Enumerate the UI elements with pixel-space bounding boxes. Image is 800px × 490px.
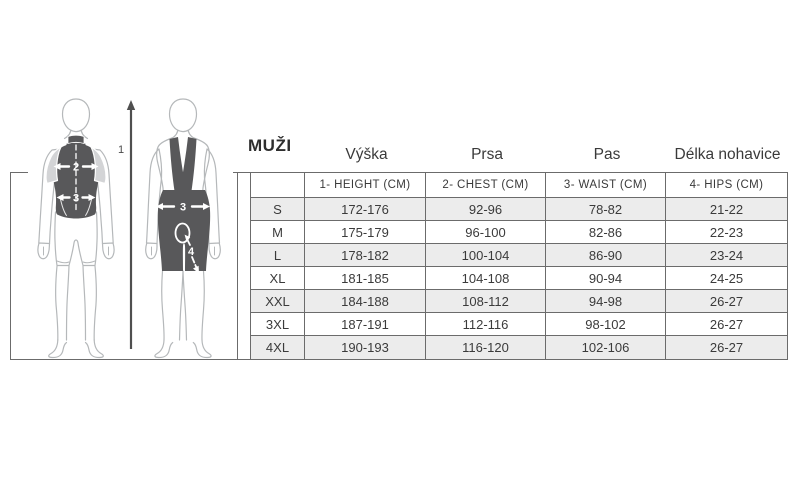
table-cell: 184-188 <box>305 290 426 313</box>
table-cell: 102-106 <box>546 336 666 359</box>
table-cell: 82-86 <box>546 221 666 244</box>
size-label: 4XL <box>251 336 305 359</box>
size-label: XL <box>251 267 305 290</box>
measurement-figures-illustration <box>0 78 250 363</box>
jersey-collar <box>68 135 84 143</box>
table-cell: 92-96 <box>426 198 546 221</box>
table-cell: 78-82 <box>546 198 666 221</box>
jersey-figure <box>38 99 114 358</box>
size-label: L <box>251 244 305 267</box>
table-cell: 23-24 <box>666 244 787 267</box>
table-left-strip <box>238 173 251 359</box>
height-measure-line <box>118 100 135 349</box>
height-marker-label: 1 <box>117 144 125 156</box>
jersey-waist-marker-label: 3 <box>72 192 80 205</box>
table-cell: 21-22 <box>666 198 787 221</box>
table-cell: 94-98 <box>546 290 666 313</box>
table-cell: 172-176 <box>305 198 426 221</box>
table-cell: 26-27 <box>666 336 787 359</box>
table-cell: 181-185 <box>305 267 426 290</box>
table-cell: 98-102 <box>546 313 666 336</box>
head <box>170 99 197 132</box>
measure-header-hips: 4- HIPS (CM) <box>666 173 787 198</box>
table-cell: 86-90 <box>546 244 666 267</box>
bib-waist-marker-label: 3 <box>179 201 187 214</box>
table-cell: 190-193 <box>305 336 426 359</box>
table-cell: 26-27 <box>666 313 787 336</box>
bib-straps <box>170 137 197 193</box>
size-label: 3XL <box>251 313 305 336</box>
measure-header-waist: 3- WAIST (CM) <box>546 173 666 198</box>
table-cell: 104-108 <box>426 267 546 290</box>
bib-shorts-figure <box>146 99 221 358</box>
size-label: M <box>251 221 305 244</box>
table-cell: 116-120 <box>426 336 546 359</box>
chest-marker-label: 2 <box>72 161 80 174</box>
table-cell: 108-112 <box>426 290 546 313</box>
column-header-chest: Prsa <box>471 146 503 163</box>
table-cell: 187-191 <box>305 313 426 336</box>
table-cell: 112-116 <box>426 313 546 336</box>
measure-header-chest: 2- CHEST (CM) <box>426 173 546 198</box>
table-cell: 24-25 <box>666 267 787 290</box>
column-header-waist: Pas <box>593 146 621 163</box>
table-cell: 90-94 <box>546 267 666 290</box>
size-table <box>237 172 788 360</box>
size-label: XXL <box>251 290 305 313</box>
column-header-height: Výška <box>345 146 388 163</box>
column-header-leg-length: Délka nohavice <box>674 146 781 163</box>
table-cell: 175-179 <box>305 221 426 244</box>
shorts-outline <box>55 212 97 266</box>
table-cell: 100-104 <box>426 244 546 267</box>
table-cell: 22-23 <box>666 221 787 244</box>
leg-length-marker-label: 4 <box>187 246 195 258</box>
table-cell: 178-182 <box>305 244 426 267</box>
corner-cell <box>251 173 305 198</box>
measure-header-height: 1- HEIGHT (CM) <box>305 173 426 198</box>
head <box>63 99 90 132</box>
chart-title: MUŽI <box>248 136 292 155</box>
table-cell: 26-27 <box>666 290 787 313</box>
table-cell: 96-100 <box>426 221 546 244</box>
size-label: S <box>251 198 305 221</box>
figure-frame-bracket <box>10 172 28 360</box>
figure-frame-baseline <box>10 359 238 360</box>
